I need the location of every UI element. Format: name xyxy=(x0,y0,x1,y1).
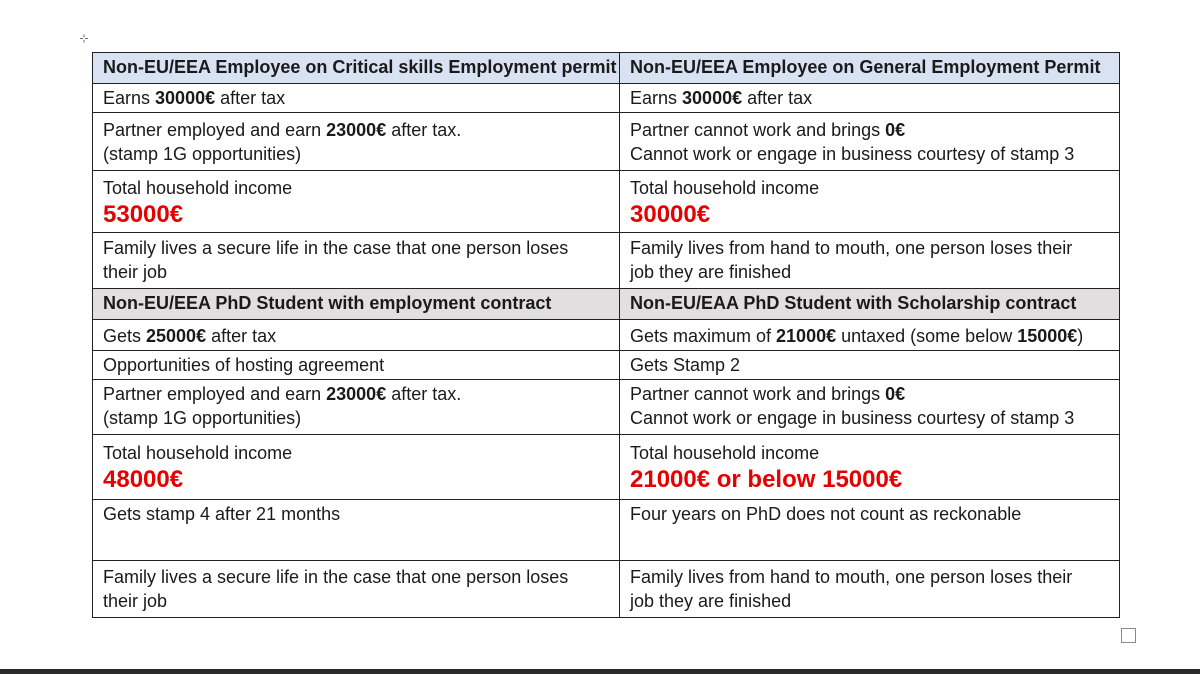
table-row xyxy=(93,84,1120,113)
header-phd-employment[interactable]: Non-EU/EEA PhD Student with employment contract xyxy=(93,289,620,320)
total-amount: 48000€ xyxy=(103,466,184,493)
table-move-handle-icon[interactable]: ⊹ xyxy=(79,33,89,45)
table-header-row-phd xyxy=(93,289,1120,320)
amount: 30000€ xyxy=(155,88,216,108)
amount: 0€ xyxy=(885,120,906,140)
total-amount: 21000€ or below 15000€ xyxy=(630,466,903,493)
text: Family lives a secure life in the case that one person loses xyxy=(103,238,569,258)
partner-cell-left[interactable] xyxy=(93,113,620,171)
text: after tax. xyxy=(386,120,462,140)
outcome-cell-left[interactable] xyxy=(93,561,620,618)
text: untaxed (some below xyxy=(836,326,1018,346)
gets-cell-left[interactable] xyxy=(93,320,620,351)
amount: 21000€ xyxy=(776,326,837,346)
text: after tax xyxy=(742,88,813,108)
outcome-cell-right[interactable] xyxy=(620,561,1120,618)
text: job they are finished xyxy=(630,262,792,282)
total-label: Total household income xyxy=(103,443,293,463)
amount: 23000€ xyxy=(326,384,387,404)
hosting-cell-right[interactable]: Gets Stamp 2 xyxy=(620,351,1120,380)
text: job they are finished xyxy=(630,591,792,611)
text: their job xyxy=(103,262,168,282)
total-amount: 53000€ xyxy=(103,201,184,228)
text: after tax. xyxy=(386,384,462,404)
text: (stamp 1G opportunities) xyxy=(103,144,302,164)
stamp-cell-right[interactable]: Four years on PhD does not count as reckonable xyxy=(620,500,1120,561)
text: Partner employed and earn xyxy=(103,384,327,404)
text: Cannot work or engage in business courtesy of stamp 3 xyxy=(630,144,1075,164)
total-cell-right[interactable] xyxy=(620,435,1120,500)
amount: 15000€ xyxy=(1017,326,1078,346)
table-row xyxy=(93,351,1120,380)
total-label: Total household income xyxy=(630,443,820,463)
amount: 23000€ xyxy=(326,120,387,140)
text: Family lives a secure life in the case that one person loses xyxy=(103,567,569,587)
table-row xyxy=(93,320,1120,351)
text: Partner cannot work and brings xyxy=(630,384,886,404)
window-bottom-edge xyxy=(0,669,1200,674)
text: Earns xyxy=(103,88,156,108)
total-label: Total household income xyxy=(630,178,820,198)
text: Cannot work or engage in business courtesy of stamp 3 xyxy=(630,408,1075,428)
text: Earns xyxy=(630,88,683,108)
amount: 25000€ xyxy=(146,326,207,346)
text: after tax xyxy=(215,88,286,108)
table-resize-handle-icon[interactable] xyxy=(1121,628,1136,643)
text: (stamp 1G opportunities) xyxy=(103,408,302,428)
earns-cell-right[interactable] xyxy=(620,84,1120,113)
table-header-row-employees xyxy=(93,53,1120,84)
header-general-permit[interactable]: Non-EU/EEA Employee on General Employment Permit xyxy=(620,53,1120,84)
partner-cell-right[interactable] xyxy=(620,380,1120,435)
outcome-cell-left[interactable] xyxy=(93,233,620,289)
comparison-table xyxy=(92,52,1120,618)
amount: 0€ xyxy=(885,384,906,404)
table-row xyxy=(93,561,1120,618)
table-row xyxy=(93,500,1120,561)
table-row xyxy=(93,171,1120,233)
header-phd-scholarship[interactable]: Non-EU/EAA PhD Student with Scholarship contract xyxy=(620,289,1120,320)
stamp-cell-left[interactable]: Gets stamp 4 after 21 months xyxy=(93,500,620,561)
table-row xyxy=(93,233,1120,289)
partner-cell-right[interactable] xyxy=(620,113,1120,171)
amount: 30000€ xyxy=(682,88,743,108)
hosting-cell-left[interactable]: Opportunities of hosting agreement xyxy=(93,351,620,380)
text: Family lives from hand to mouth, one person loses their xyxy=(630,238,1073,258)
text: after tax xyxy=(206,326,277,346)
text: Partner employed and earn xyxy=(103,120,327,140)
earns-cell-left[interactable] xyxy=(93,84,620,113)
text: ) xyxy=(1077,326,1084,346)
text: Partner cannot work and brings xyxy=(630,120,886,140)
table-row xyxy=(93,435,1120,500)
table-row xyxy=(93,380,1120,435)
total-label: Total household income xyxy=(103,178,293,198)
total-cell-left[interactable] xyxy=(93,435,620,500)
outcome-cell-right[interactable] xyxy=(620,233,1120,289)
total-amount: 30000€ xyxy=(630,201,711,228)
text: Gets xyxy=(103,326,147,346)
header-critical-skills[interactable]: Non-EU/EEA Employee on Critical skills Employment permit xyxy=(93,53,620,84)
total-cell-right[interactable] xyxy=(620,171,1120,233)
text: Gets maximum of xyxy=(630,326,777,346)
text: their job xyxy=(103,591,168,611)
partner-cell-left[interactable] xyxy=(93,380,620,435)
total-cell-left[interactable] xyxy=(93,171,620,233)
text: Family lives from hand to mouth, one person loses their xyxy=(630,567,1073,587)
table-row xyxy=(93,113,1120,171)
gets-cell-right[interactable] xyxy=(620,320,1120,351)
